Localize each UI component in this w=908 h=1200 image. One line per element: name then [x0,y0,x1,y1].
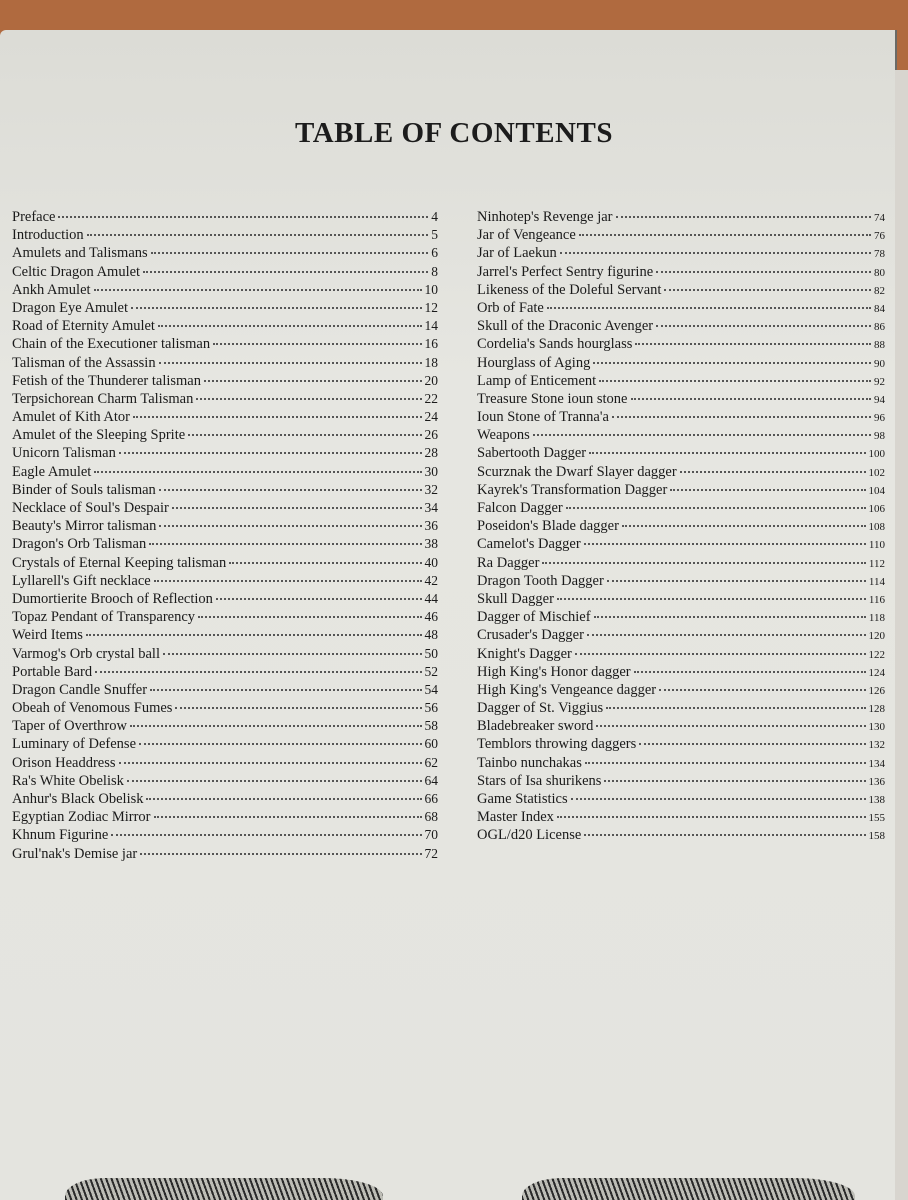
toc-entry [12,463,438,481]
toc-entry [477,790,885,808]
dot-leader [154,580,422,582]
dot-leader [159,489,422,491]
toc-entry-page: 16 [424,336,438,352]
toc-entry-page: 98 [874,430,885,443]
dot-leader [533,434,871,436]
dot-leader [587,634,866,636]
toc-entry-page: 44 [424,590,438,606]
toc-entry-title: Knight's Dagger [477,645,572,662]
toc-entry-title: Jar of Laekun [477,245,557,262]
toc-entry-title: Poseidon's Blade dagger [477,518,619,535]
toc-entry-title: Hourglass of Aging [477,354,591,371]
dot-leader [557,598,866,600]
toc-entry-page: 114 [868,575,885,588]
toc-entry-page: 72 [424,845,438,861]
toc-entry-page: 36 [424,518,438,534]
dot-leader [175,707,421,709]
toc-entry [477,226,885,244]
toc-entry-page: 78 [874,248,885,261]
toc-entry-title: High King's Vengeance dagger [477,681,657,698]
toc-entry [12,808,438,826]
toc-entry-page: 66 [424,791,438,806]
toc-entry-page: 90 [874,357,885,370]
toc-entry-title: Preface [12,209,56,225]
toc-entry-title: OGL/d20 License [477,827,582,844]
toc-entry-page: 136 [868,775,885,788]
toc-entry-title: Falcon Dagger [477,500,563,516]
toc-entry [12,517,438,535]
toc-entry [12,626,438,644]
toc-entry-title: Topaz Pendant of Transparency [12,609,196,626]
toc-entry-title: Dagger of Mischief [477,609,591,626]
toc-entry-title: Amulets and Talismans [12,245,148,262]
toc-entry-title: Ra Dagger [477,554,540,571]
toc-entry-page: 4 [431,209,438,224]
toc-column-left [12,208,438,863]
toc-entry-page: 20 [424,372,438,388]
toc-entry-title: Ioun Stone of Tranna'a [477,409,609,426]
toc-entry-page: 88 [874,339,885,352]
toc-entry-title: Camelot's Dagger [477,536,581,553]
toc-entry [12,299,438,317]
toc-entry-title: Binder of Souls talisman [12,481,156,498]
dot-leader [664,289,871,291]
dot-leader [634,671,866,673]
toc-entry [477,481,885,499]
toc-entry-page: 12 [424,299,438,315]
decorative-illustration-right [522,1178,855,1200]
dot-leader [670,489,865,491]
toc-entry-page: 6 [431,245,438,261]
toc-entry-title: Weird Items [12,627,83,644]
dot-leader [635,343,871,345]
toc-entry-title: Weapons [477,427,530,444]
dot-leader [631,398,872,400]
toc-entry-page: 54 [424,681,438,697]
toc-entry [12,354,438,372]
dot-leader [599,380,871,382]
toc-entry-page: 96 [874,412,885,425]
dot-leader [140,853,421,855]
toc-entry [12,645,438,663]
toc-entry-title: Dumortierite Brooch of Reflection [12,590,213,607]
toc-entry-title: Crystals of Eternal Keeping talisman [12,554,227,571]
dot-leader [204,380,422,382]
toc-entry [12,572,438,590]
toc-entry-page: 138 [868,794,885,806]
dot-leader [130,725,422,727]
toc-entry [477,645,885,663]
dot-leader [680,471,866,473]
toc-entry [12,390,438,408]
toc-entry [477,826,885,844]
dot-leader [149,543,421,545]
toc-entry-page: 34 [424,500,438,515]
toc-entry-page: 68 [424,809,438,825]
toc-entry-title: Likeness of the Doleful Servant [477,281,662,298]
toc-entry-page: 40 [424,554,438,570]
toc-entry-page: 10 [424,281,438,297]
toc-entry-title: Talisman of the Assassin [12,354,156,371]
toc-entry [12,263,438,281]
dot-leader [111,834,421,836]
toc-entry [12,208,438,226]
toc-entry-title: Lamp of Enticement [477,372,597,389]
dot-leader [131,307,422,309]
toc-entry-title: Sabertooth Dagger [477,445,587,462]
dot-leader [119,452,422,454]
dot-leader [585,762,866,764]
dot-leader [622,525,866,527]
toc-entry [477,372,885,390]
toc-entry-page: 30 [424,463,438,479]
dot-leader [127,780,422,782]
dot-leader [579,234,871,236]
toc-entry-title: Dragon Candle Snuffer [12,681,148,698]
dot-leader [547,307,871,309]
toc-entry-page: 32 [424,481,438,497]
toc-entry-title: Dagger of St. Viggius [477,700,604,717]
dot-leader [133,416,421,418]
dot-leader [575,653,866,655]
toc-entry [477,426,885,444]
dot-leader [94,471,421,473]
toc-entry-page: 122 [868,648,885,661]
toc-entry-title: Jar of Vengeance [477,227,576,244]
toc-entry-page: 22 [424,390,438,406]
toc-entry-page: 5 [431,227,438,243]
dot-leader [542,562,866,564]
toc-entry-title: Luminary of Defense [12,736,137,753]
toc-entry-title: Grul'nak's Demise jar [12,845,138,862]
dot-leader [188,434,421,436]
toc-entry-page: 14 [424,318,438,334]
decorative-illustration-left [65,1178,383,1200]
toc-entry-page: 18 [424,354,438,370]
dot-leader [596,725,865,727]
toc-entry [477,499,885,517]
toc-entry-page: 124 [868,666,885,679]
toc-entry-page: 94 [874,393,885,406]
toc-entry-title: Anhur's Black Obelisk [12,791,144,807]
toc-entry [12,317,438,335]
toc-entry-page: 132 [868,739,885,752]
toc-entry [12,845,438,863]
dot-leader [639,743,865,745]
dot-leader [159,525,421,527]
toc-entry [12,499,438,517]
toc-entry [477,808,885,826]
toc-entry-title: Terpsichorean Charm Talisman [12,390,194,407]
toc-entry-page: 100 [868,448,885,461]
toc-entry [477,699,885,717]
dot-leader [656,325,871,327]
toc-entry-page: 126 [868,684,885,697]
toc-entry [12,590,438,608]
toc-entry-page: 24 [424,409,438,425]
toc-entry [477,208,885,226]
toc-entry [477,517,885,535]
toc-entry [477,681,885,699]
toc-entry [12,826,438,844]
toc-entry [12,754,438,772]
dot-leader [604,780,865,782]
toc-entry [12,281,438,299]
toc-entry [12,372,438,390]
toc-entry [12,735,438,753]
dot-leader [86,634,422,636]
toc-entry-title: Scurznak the Dwarf Slayer dagger [477,463,677,480]
toc-entry-page: 106 [868,503,885,515]
dot-leader [58,216,428,218]
dot-leader [198,616,421,618]
dot-leader [229,562,421,564]
toc-entry [477,354,885,372]
dot-leader [119,762,422,764]
toc-entry-page: 74 [874,212,885,224]
toc-entry-title: Bladebreaker sword [477,718,594,735]
toc-entry [477,717,885,735]
toc-entry-title: Introduction [12,227,84,244]
toc-entry [477,281,885,299]
dot-leader [143,271,428,273]
toc-entry [477,554,885,572]
toc-entry [477,608,885,626]
toc-entry-page: 134 [868,757,885,770]
toc-entry-title: Varmog's Orb crystal ball [12,645,160,662]
toc-entry-title: Cordelia's Sands hourglass [477,336,633,353]
toc-entry [12,699,438,717]
toc-entry [477,263,885,281]
toc-entry-title: Jarrel's Perfect Sentry figurine [477,263,654,280]
dot-leader [95,671,421,673]
toc-entry [477,590,885,608]
toc-entry [477,772,885,790]
dot-leader [154,816,422,818]
dot-leader [213,343,421,345]
toc-entry [12,535,438,553]
toc-entry [477,663,885,681]
toc-entry-page: 155 [868,812,885,825]
toc-entry-page: 128 [868,703,885,716]
toc-entry-title: Portable Bard [12,663,93,680]
toc-entry [477,463,885,481]
toc-entry [477,626,885,644]
toc-entry [12,426,438,444]
toc-entry [477,299,885,317]
dot-leader [571,798,866,800]
toc-entry-page: 158 [868,830,885,843]
dot-leader [607,580,866,582]
toc-entry [12,608,438,626]
toc-entry-page: 92 [874,375,885,388]
toc-entry-page: 38 [424,536,438,552]
dot-leader [584,834,865,836]
toc-entry-page: 8 [431,263,438,279]
toc-entry-page: 84 [874,302,885,315]
toc-entry-title: Celtic Dragon Amulet [12,263,141,280]
toc-entry-page: 42 [424,572,438,588]
toc-entry-page: 26 [424,427,438,443]
toc-entry [12,444,438,462]
toc-entry [12,554,438,572]
toc-entry-page: 48 [424,627,438,643]
dot-leader [584,543,866,545]
dot-leader [594,616,866,618]
toc-entry-title: Skull of the Draconic Avenger [477,318,654,335]
toc-entry-title: Game Statistics [477,791,568,807]
toc-entry-title: Unicorn Talisman [12,445,116,462]
toc-entry [477,408,885,426]
dot-leader [158,325,422,327]
toc-entry-page: 108 [868,521,885,534]
toc-entry-page: 112 [868,557,885,570]
page-title: TABLE OF CONTENTS [295,117,613,150]
toc-entry-title: Chain of the Executioner talisman [12,336,211,353]
toc-entry [12,244,438,262]
toc-entry-title: Egyptian Zodiac Mirror [12,809,151,826]
toc-entry [477,535,885,553]
toc-column-right [477,208,885,845]
toc-entry-page: 102 [868,466,885,479]
toc-entry-title: Road of Eternity Amulet [12,318,155,335]
toc-entry [477,572,885,590]
toc-entry-title: Amulet of Kith Ator [12,409,131,426]
dot-leader [606,707,865,709]
toc-entry-title: Kayrek's Transformation Dagger [477,481,668,498]
toc-entry-page: 70 [424,827,438,843]
toc-entry-title: Orison Headdress [12,754,116,771]
dot-leader [151,252,429,254]
toc-entry-title: Ninhotep's Revenge jar [477,209,613,225]
dot-leader [616,216,872,218]
dot-leader [196,398,421,400]
toc-entry-title: Dragon's Orb Talisman [12,536,147,553]
toc-entry-page: 86 [874,321,885,334]
toc-entry-page: 50 [424,645,438,661]
toc-entry-title: Orb of Fate [477,299,544,316]
toc-entry-page: 60 [424,736,438,752]
toc-entry-page: 52 [424,663,438,679]
toc-entry [477,444,885,462]
toc-entry-title: Eagle Amulet [12,463,92,480]
toc-entry-page: 64 [424,772,438,788]
toc-entry-page: 62 [424,754,438,770]
toc-entry-title: Lyllarell's Gift necklace [12,572,151,589]
dot-leader [150,689,421,691]
page-edge [895,70,908,1200]
toc-entry-page: 58 [424,718,438,734]
toc-entry [12,226,438,244]
dot-leader [557,816,866,818]
dot-leader [656,271,871,273]
toc-entry-page: 56 [424,700,438,716]
toc-entry-title: Skull Dagger [477,590,554,607]
toc-entry-page: 110 [868,539,885,552]
toc-entry-title: Tainbo nunchakas [477,754,582,771]
dot-leader [216,598,422,600]
toc-entry [12,481,438,499]
toc-entry-page: 116 [868,593,885,606]
dot-leader [139,743,421,745]
toc-entry-title: Necklace of Soul's Despair [12,500,169,516]
toc-entry-title: Fetish of the Thunderer talisman [12,372,201,389]
toc-entry [477,390,885,408]
toc-entry-page: 118 [868,612,885,625]
toc-entry [477,244,885,262]
dot-leader [593,362,871,364]
toc-entry-title: Treasure Stone ioun stone [477,390,628,407]
toc-entry [12,681,438,699]
toc-entry-page: 104 [868,484,885,497]
toc-entry-title: Dragon Tooth Dagger [477,572,604,589]
dot-leader [94,289,422,291]
toc-entry [12,663,438,681]
toc-entry-title: Amulet of the Sleeping Sprite [12,427,186,444]
toc-entry-page: 76 [874,230,885,243]
toc-entry-title: Stars of Isa shurikens [477,772,602,789]
toc-entry-title: Crusader's Dagger [477,627,584,644]
toc-entry-page: 130 [868,721,885,734]
dot-leader [566,507,866,509]
toc-entry-page: 82 [874,284,885,297]
dot-leader [659,689,865,691]
dot-leader [589,452,865,454]
toc-entry-title: Master Index [477,809,554,826]
toc-entry-title: Taper of Overthrow [12,718,127,735]
dot-leader [146,798,421,800]
dot-leader [560,252,871,254]
dot-leader [163,653,422,655]
toc-entry-title: Khnum Figurine [12,827,109,844]
dot-leader [172,507,422,509]
toc-entry [12,790,438,808]
toc-entry-page: 46 [424,609,438,625]
toc-entry [477,735,885,753]
toc-entry [477,754,885,772]
toc-entry [477,335,885,353]
toc-entry-page: 28 [424,445,438,461]
toc-entry-title: Temblors throwing daggers [477,736,637,753]
toc-entry-title: Beauty's Mirror talisman [12,518,157,535]
toc-entry-page: 120 [868,630,885,643]
toc-entry [12,772,438,790]
toc-entry [12,335,438,353]
toc-entry-page: 80 [874,266,885,279]
toc-entry-title: Ankh Amulet [12,281,91,298]
dot-leader [612,416,871,418]
toc-entry [12,717,438,735]
toc-entry [12,408,438,426]
toc-entry-title: Ra's White Obelisk [12,772,124,789]
toc-entry-title: Dragon Eye Amulet [12,299,128,316]
toc-entry [477,317,885,335]
dot-leader [87,234,429,236]
toc-entry-title: High King's Honor dagger [477,663,631,680]
dot-leader [159,362,422,364]
toc-entry-title: Obeah of Venomous Fumes [12,700,173,717]
